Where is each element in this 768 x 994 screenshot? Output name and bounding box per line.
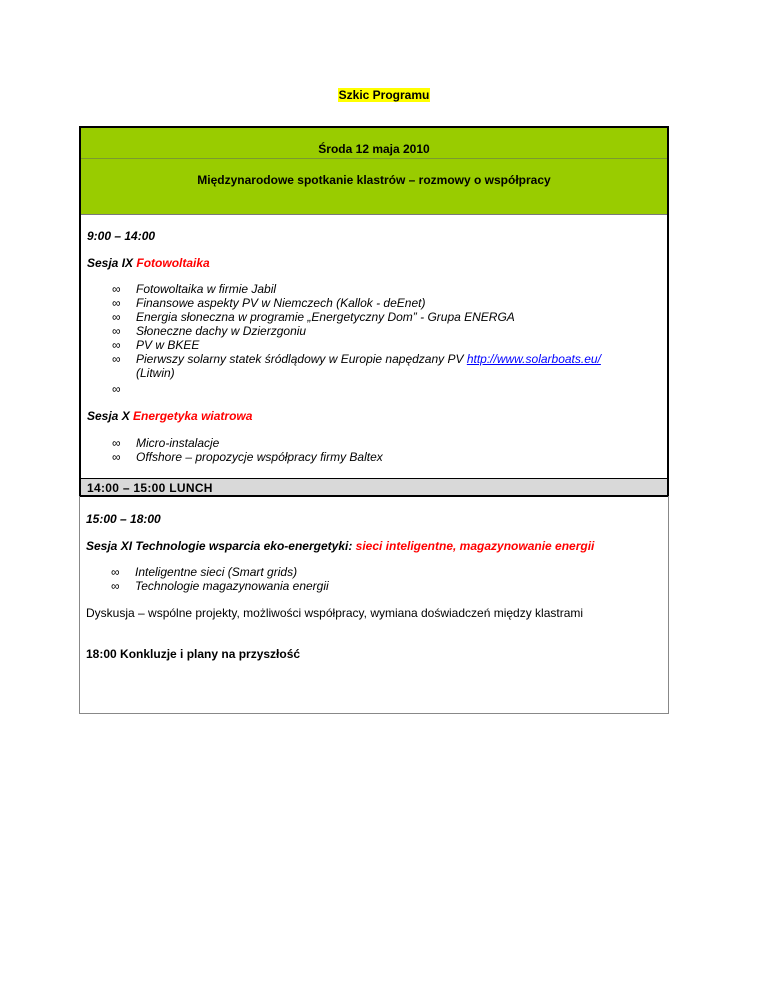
bullet-icon: ∞ — [112, 352, 121, 366]
afternoon-section — [79, 496, 669, 714]
block1-time: 9:00 – 14:00 — [87, 229, 156, 243]
session-xi-topic: sieci inteligentne, magazynowanie energii — [355, 539, 595, 553]
bullet-icon: ∞ — [112, 296, 121, 310]
session-ix-prefix: Sesja IX — [87, 256, 137, 270]
list-item — [136, 352, 601, 366]
bullet-icon: ∞ — [111, 579, 120, 593]
lunch-bar: 14:00 – 15:00 LUNCH — [79, 478, 669, 497]
list-item-text: Pierwszy solarny statek śródlądowy w Europie napędzany PV — [136, 352, 467, 366]
list-item: Inteligentne sieci (Smart grids) — [135, 565, 298, 579]
solarboats-link[interactable]: http://www.solarboats.eu/ — [466, 352, 601, 366]
bullet-icon: ∞ — [112, 382, 121, 396]
session-x-heading — [87, 409, 252, 423]
session-xi-prefix: Sesja XI Technologie wsparcia eko-energetyki: — [86, 539, 356, 553]
closing-text: 18:00 Konkluzje i plany na przyszłość — [86, 647, 301, 661]
day-subtitle: Międzynarodowe spotkanie klastrów – rozmowy o współpracy — [197, 173, 551, 187]
list-item-continuation: (Litwin) — [136, 366, 175, 380]
program-table — [79, 126, 669, 714]
list-item: Micro-instalacje — [136, 436, 220, 450]
day-date: Środa 12 maja 2010 — [318, 142, 430, 156]
document-title: Szkic Programu — [338, 88, 430, 102]
list-item: Technologie magazynowania energii — [135, 579, 329, 593]
bullet-icon: ∞ — [112, 450, 121, 464]
day-header — [81, 128, 667, 215]
session-x-topic: Energetyka wiatrowa — [133, 409, 253, 423]
session-ix-topic: Fotowoltaika — [136, 256, 210, 270]
discussion-text: Dyskusja – wspólne projekty, możliwości współpracy, wymiana doświadczeń między klastrami — [86, 606, 584, 620]
bullet-icon: ∞ — [112, 282, 121, 296]
session-ix-heading — [87, 256, 210, 270]
list-item: Offshore – propozycje współpracy firmy Baltex — [136, 450, 383, 464]
morning-section — [79, 126, 669, 495]
header-divider — [81, 158, 667, 159]
session-x-prefix: Sesja X — [87, 409, 134, 423]
bullet-icon: ∞ — [112, 338, 121, 352]
list-item: Fotowoltaika w firmie Jabil — [136, 282, 277, 296]
bullet-icon: ∞ — [112, 324, 121, 338]
list-item: Słoneczne dachy w Dzierzgoniu — [136, 324, 307, 338]
session-xi-heading — [86, 539, 594, 553]
document-title-wrap — [0, 86, 768, 104]
list-item: Finansowe aspekty PV w Niemczech (Kallok - deEnet) — [136, 296, 426, 310]
bullet-icon: ∞ — [112, 436, 121, 450]
bullet-icon: ∞ — [112, 310, 121, 324]
bullet-icon: ∞ — [111, 565, 120, 579]
list-item: PV w BKEE — [136, 338, 200, 352]
list-item: Energia słoneczna w programie „Energetyczny Dom” - Grupa ENERGA — [136, 310, 515, 324]
block2-time: 15:00 – 18:00 — [86, 512, 161, 526]
